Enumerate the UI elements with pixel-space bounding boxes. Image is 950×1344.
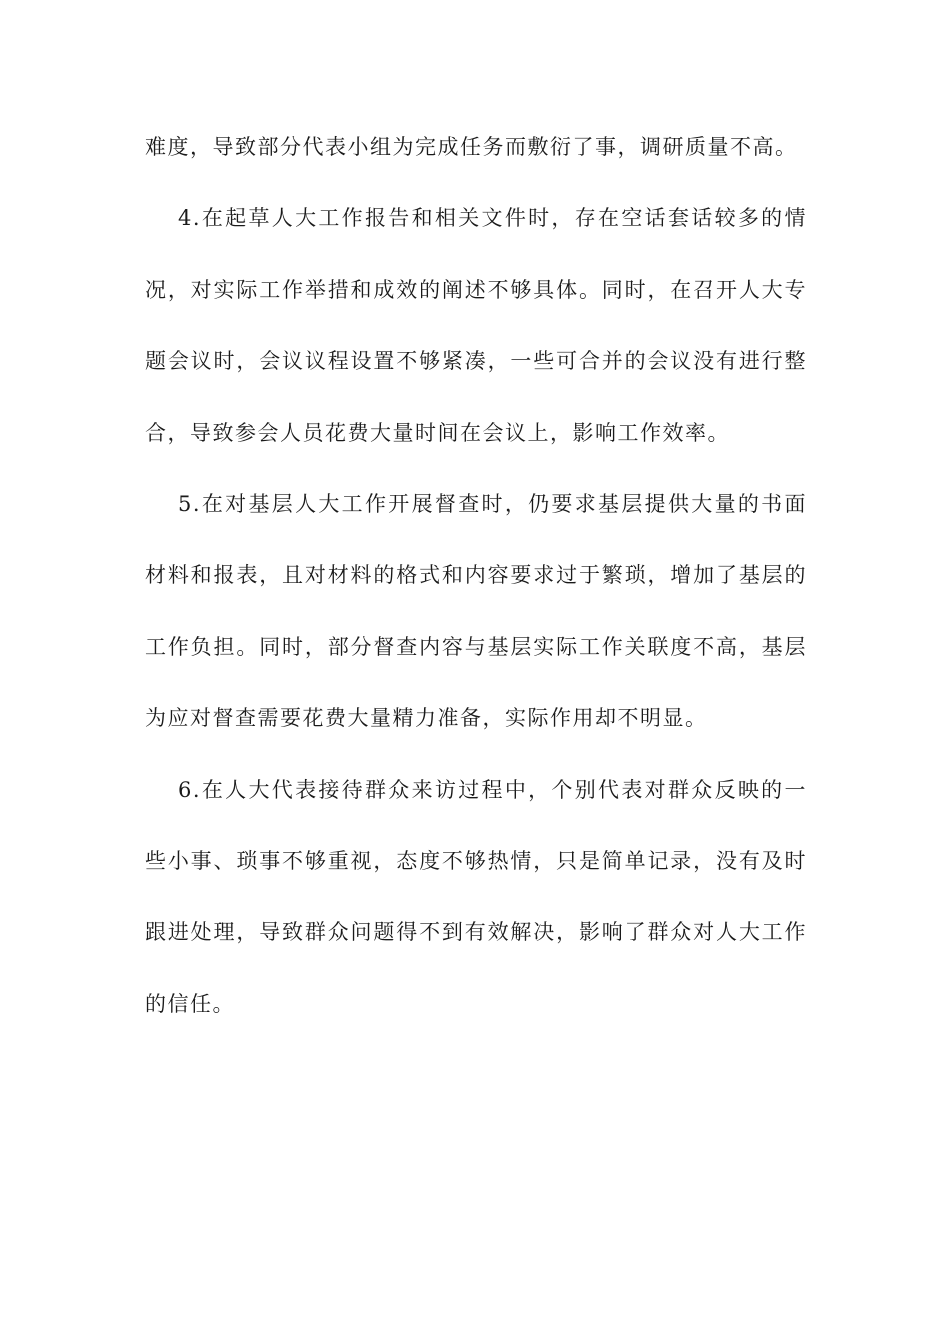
document-body (145, 112, 807, 1040)
paragraph-item-5: 5.在对基层人大工作开展督查时，仍要求基层提供大量的书面材料和报表，且对材料的格式和内容要求过于繁琐，增加了基层的工作负担。同时，部分督查内容与基层实际工作关联度不高，基层为应对督查需要花费大量精力准备，实际作用却不明显。 (145, 492, 807, 731)
paragraph-item-6: 6.在人大代表接待群众来访过程中，个别代表对群众反映的一些小事、琐事不够重视，态度不够热情，只是简单记录，没有及时跟进处理，导致群众问题得不到有效解决，影响了群众对人大工作的信任。 (145, 777, 807, 1016)
paragraph-continued: 难度，导致部分代表小组为完成任务而敷衍了事，调研质量不高。 (145, 135, 798, 159)
paragraph-item-4: 4.在起草人大工作报告和相关文件时，存在空话套话较多的情况，对实际工作举措和成效的阐述不够具体。同时，在召开人大专题会议时，会议议程设置不够紧凑，一些可合并的会议没有进行整合，导致参会人员花费大量时间在会议上，影响工作效率。 (145, 206, 807, 445)
